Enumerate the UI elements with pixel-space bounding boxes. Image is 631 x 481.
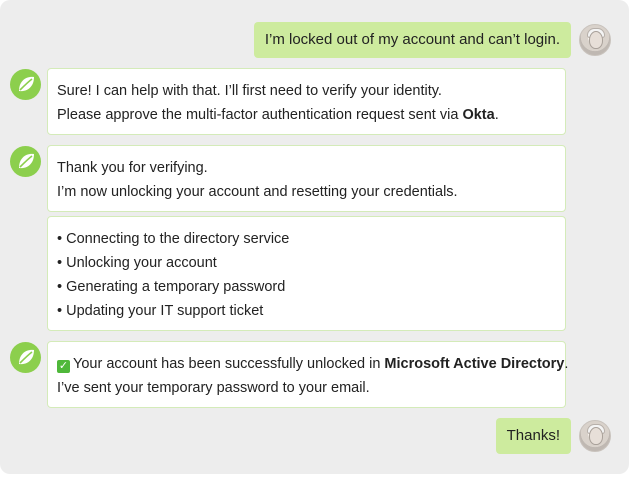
step-list-item: • Unlocking your account xyxy=(57,251,556,275)
bot-message-text: Thank you for verifying. xyxy=(57,160,208,176)
step-list-item: • Generating a temporary password xyxy=(57,275,556,299)
user-message-bubble: Thanks! xyxy=(496,418,571,454)
bot-leaf-icon xyxy=(10,69,41,100)
bot-message-card xyxy=(47,145,566,212)
bot-message-text xyxy=(57,352,569,376)
bot-message-card xyxy=(47,68,566,135)
bot-message-text-part: Your account has been successfully unlocked in xyxy=(73,356,385,372)
bot-message-card xyxy=(47,341,569,408)
user-message-bubble: I’m locked out of my account and can’t login. xyxy=(254,22,571,58)
user-avatar-icon xyxy=(579,24,611,56)
okta-label: Okta xyxy=(462,107,495,123)
bot-message-text xyxy=(57,103,556,127)
step-list-item: • Updating your IT support ticket xyxy=(57,299,556,323)
bot-leaf-icon xyxy=(10,342,41,373)
bot-message-text-part: . xyxy=(564,356,569,372)
bot-message-text-part: Please approve the multi-factor authentication request sent via xyxy=(57,107,463,123)
step-list-item: • Connecting to the directory service xyxy=(57,227,556,251)
bot-message-text: I’m now unlocking your account and resetting your credentials. xyxy=(57,184,458,200)
user-avatar-icon xyxy=(579,420,611,452)
check-mark-icon: ✓ xyxy=(58,360,69,372)
user-message-row xyxy=(254,22,611,58)
active-directory-label: Microsoft Active Directory xyxy=(384,356,565,372)
bot-message-text: I’ve sent your temporary password to your email. xyxy=(57,380,370,396)
bot-leaf-icon xyxy=(10,146,41,177)
bot-message-text: Sure! I can help with that. I’ll first need to verify your identity. xyxy=(57,83,442,99)
bot-steps-card xyxy=(47,216,566,331)
user-message-row xyxy=(496,418,611,454)
bot-message-text-part: . xyxy=(494,107,499,123)
